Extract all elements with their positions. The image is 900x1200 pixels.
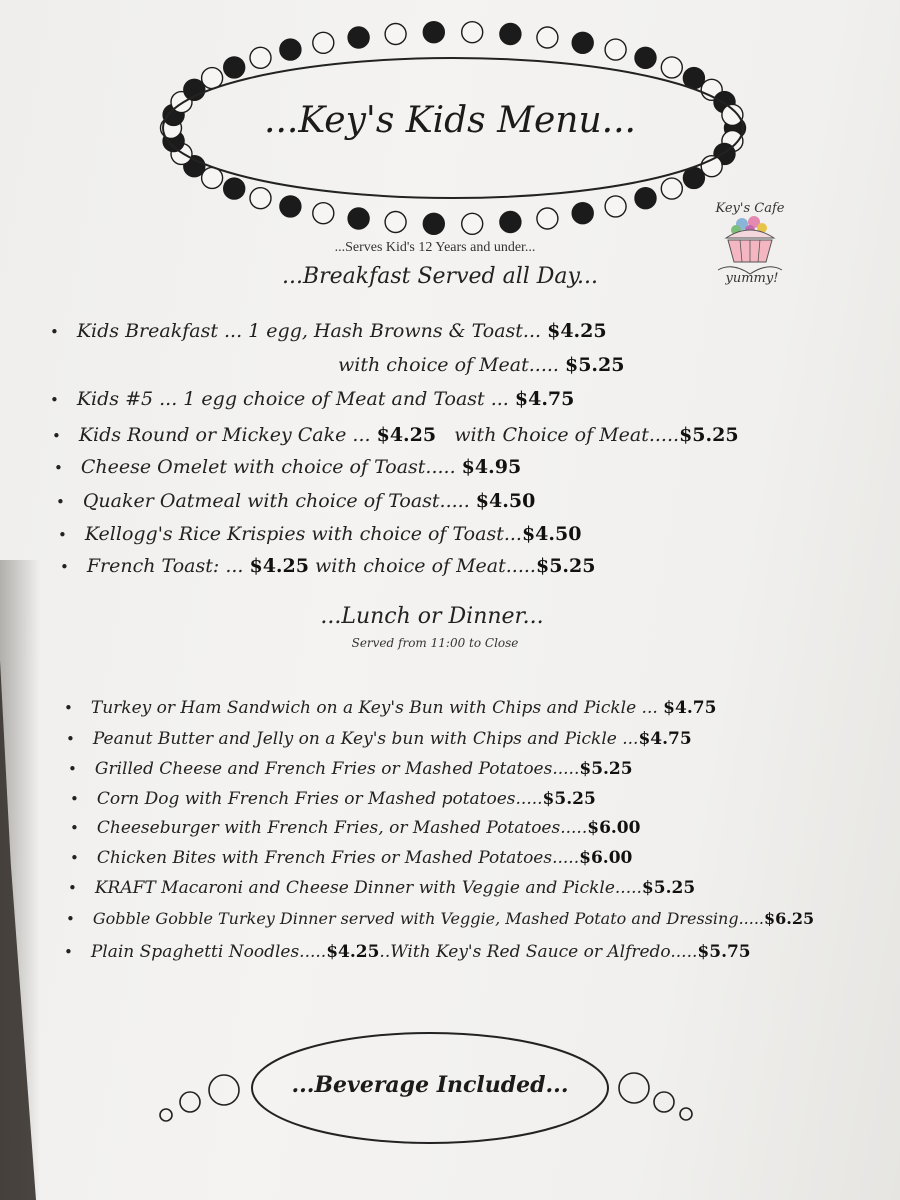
bullet: • <box>50 323 59 341</box>
bullet: • <box>58 526 67 544</box>
lunch-heading: ...Lunch or Dinner... <box>320 604 544 629</box>
item-text: Quaker Oatmeal with choice of Toast..... <box>82 490 476 512</box>
menu-item-mickey-cake <box>52 424 739 446</box>
item-price: $5.25 <box>579 759 633 779</box>
item-text: French Toast: ... <box>86 555 250 577</box>
menu-item-spaghetti <box>64 942 751 962</box>
item-text: Grilled Cheese and French Fries or Mashed Potatoes..... <box>94 759 580 779</box>
bubble-right-large <box>619 1073 649 1103</box>
decorative-dot <box>661 178 682 199</box>
item-price: $6.00 <box>587 818 641 838</box>
decorative-dot <box>605 39 626 60</box>
item-text: with choice of Meat..... <box>338 354 565 376</box>
menu-item-cheese-omelet <box>54 456 521 478</box>
bullet: • <box>70 849 79 867</box>
item-price: $4.25 <box>326 942 380 962</box>
bullet: • <box>64 699 73 717</box>
menu-item-corn-dog <box>70 789 596 809</box>
item-text: Corn Dog with French Fries or Mashed potatoes..... <box>96 789 543 809</box>
bullet: • <box>68 760 77 778</box>
menu-item-grilled-cheese <box>68 759 633 779</box>
decorative-dot <box>280 196 301 217</box>
item-price: $4.50 <box>521 523 582 545</box>
item-price-extra: $5.25 <box>535 555 596 577</box>
item-price: $6.25 <box>764 909 815 928</box>
item-price: $5.25 <box>564 354 625 376</box>
lunch-hours: Served from 11:00 to Close <box>351 636 519 650</box>
decorative-dot <box>280 39 301 60</box>
menu-item-mac-and-cheese <box>68 878 695 898</box>
decorative-dot <box>423 22 444 43</box>
decorative-dot <box>661 57 682 78</box>
item-price-extra: $5.75 <box>697 942 751 962</box>
item-price: $5.25 <box>542 789 596 809</box>
bullet: • <box>70 819 79 837</box>
bullet: • <box>64 943 73 961</box>
decorative-dot <box>500 24 521 45</box>
menu-item-kids-breakfast-meat <box>338 354 624 376</box>
item-text: Plain Spaghetti Noodles..... <box>90 942 327 962</box>
bullet: • <box>50 391 59 409</box>
menu-item-kids-breakfast <box>50 320 607 342</box>
item-text: Cheese Omelet with choice of Toast..... <box>80 456 462 478</box>
decorative-dot <box>572 32 593 53</box>
item-price: $5.25 <box>641 878 696 898</box>
decorative-dot <box>224 57 245 78</box>
menu-item-kids-5 <box>50 388 574 410</box>
item-text: Peanut Butter and Jelly on a Key's bun with Chips and Pickle ... <box>92 729 639 749</box>
menu-item-cheeseburger <box>70 818 640 838</box>
bubble-left-small <box>160 1109 172 1121</box>
menu-item-turkey-dinner <box>66 909 814 928</box>
item-price: $4.25 <box>547 320 607 342</box>
item-price: $4.95 <box>461 456 522 478</box>
decorative-dot <box>250 47 271 68</box>
decorative-dot <box>635 47 656 68</box>
item-text-extra: ..With Key's Red Sauce or Alfredo..... <box>379 942 698 962</box>
decorative-dot <box>250 188 271 209</box>
bullet: • <box>52 427 61 445</box>
item-text: Kids Breakfast ... 1 egg, Hash Browns & Toast... <box>76 320 548 342</box>
item-price-extra: $5.25 <box>679 424 739 446</box>
bubble-right-small <box>680 1108 692 1120</box>
item-text-extra: with choice of Meat..... <box>308 555 536 577</box>
breakfast-heading: ...Breakfast Served all Day... <box>281 264 599 289</box>
bullet: • <box>56 493 65 511</box>
decorative-dot <box>462 22 483 43</box>
decorative-dot <box>313 32 334 53</box>
decorative-dot <box>635 188 656 209</box>
bullet: • <box>66 730 75 748</box>
menu-item-quaker-oatmeal <box>56 490 535 512</box>
item-text-extra: with Choice of Meat..... <box>436 424 680 446</box>
decorative-dot <box>722 104 743 125</box>
bubble-left-large <box>209 1075 239 1105</box>
beverage-note: ...Beverage Included... <box>291 1072 569 1098</box>
decorative-dot <box>348 27 369 48</box>
bullet: • <box>60 558 69 576</box>
bullet: • <box>68 879 77 897</box>
decorative-dot <box>423 213 444 234</box>
item-price: $4.25 <box>249 555 309 577</box>
item-text: Gobble Gobble Turkey Dinner served with Veggie, Mashed Potato and Dressing..... <box>92 909 764 928</box>
decorative-dot <box>537 208 558 229</box>
logo-top-text: Key's Cafe <box>715 201 785 216</box>
item-text: Kids Round or Mickey Cake ... <box>78 424 377 446</box>
item-text: Chicken Bites with French Fries or Mashed Potatoes..... <box>96 848 580 868</box>
decorative-dot <box>605 196 626 217</box>
item-price: $6.00 <box>579 848 633 868</box>
item-price: $4.25 <box>376 424 437 446</box>
bubble-left-medium <box>180 1092 200 1112</box>
decorative-dot <box>385 24 406 45</box>
item-price: $4.50 <box>475 490 536 512</box>
decorative-dot <box>348 208 369 229</box>
menu-title: ...Key's Kids Menu... <box>264 100 636 141</box>
item-text: Turkey or Ham Sandwich on a Key's Bun with Chips and Pickle ... <box>90 698 664 718</box>
item-text: Cheeseburger with French Fries, or Mashed Potatoes..... <box>96 818 588 838</box>
bullet: • <box>70 790 79 808</box>
decorative-dot <box>500 212 521 233</box>
menu-item-rice-krispies <box>58 523 581 545</box>
logo-bottom-text: yummy! <box>725 271 779 286</box>
menu-item-sandwich <box>64 698 716 718</box>
item-text: KRAFT Macaroni and Cheese Dinner with Veggie and Pickle..... <box>94 878 642 898</box>
menu-item-chicken-bites <box>70 848 632 868</box>
menu-item-french-toast <box>60 555 595 577</box>
menu-item-pbj <box>66 729 692 749</box>
item-price: $4.75 <box>514 388 575 410</box>
decorative-dot <box>313 203 334 224</box>
item-text: Kids #5 ... 1 egg choice of Meat and Toast ... <box>76 388 515 410</box>
decorative-dot <box>572 203 593 224</box>
bullet: • <box>54 459 63 477</box>
item-price: $4.75 <box>663 698 717 718</box>
decorative-dot <box>537 27 558 48</box>
bubble-right-medium <box>654 1092 674 1112</box>
decorative-dot <box>224 178 245 199</box>
age-note: ...Serves Kid's 12 Years and under... <box>334 240 536 255</box>
decorative-dot <box>462 213 483 234</box>
bullet: • <box>66 910 75 928</box>
item-text: Kellogg's Rice Krispies with choice of Toast... <box>84 523 522 545</box>
decorative-dot <box>385 212 406 233</box>
item-price: $4.75 <box>638 729 692 749</box>
